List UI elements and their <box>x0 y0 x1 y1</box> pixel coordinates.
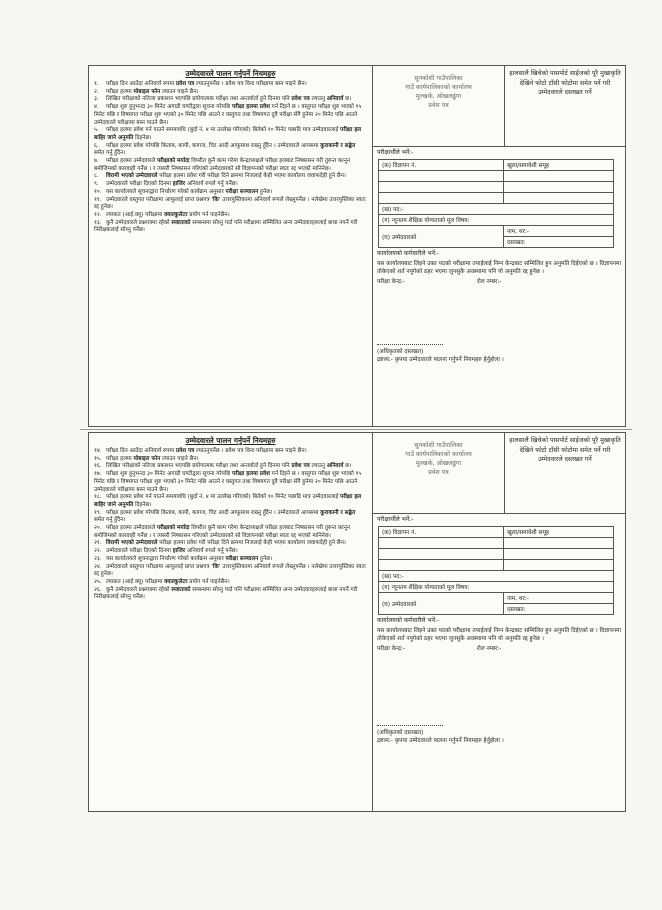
permission-text: यस कार्यालयबाट लिइने उक्त पदको परीक्षामा तपाईलाई निम्न केन्द्रबाट सम्मिलित हुन अनुमति दिईएको छ । विज्ञापनमा तोकेएको शर्त नपुगेको ठहर भएमा जुनसुकै अवस्थामा पनि यो अनुमति रद्द हुनेछ । <box>377 261 621 275</box>
office-type: गाउँ कार्यपालिकाको कार्यालय <box>405 451 472 458</box>
rule-number: २२. <box>94 548 102 555</box>
rule-text: परीक्षा हलमा उम्मेदवारले <box>106 158 157 165</box>
name-field[interactable]: नाम, थर:- <box>504 226 614 237</box>
qualification-field[interactable]: (ग) न्यूनतम शैक्षिक योग्यताको मूल विषय: <box>379 215 614 226</box>
rules-list <box>94 448 367 602</box>
rule-item <box>94 564 367 579</box>
rule-text: ल्याउन पाइने छैन। <box>160 455 199 462</box>
roll-label: रोल नम्बर:- <box>476 646 502 652</box>
rule-text: उत्तरपुस्तिकामा अनिवार्य रूपले लेख्नुपर्नेछ । नलेखेमा उत्तरपुस्तिका स्वतः रद्द हुनेछ। <box>94 563 366 578</box>
rule-item <box>94 463 367 471</box>
signature-field[interactable]: दस्तखत: <box>504 237 614 248</box>
rule-item <box>94 173 367 181</box>
rule-emphasis: मोबाइल फोन <box>133 455 161 462</box>
office-block <box>373 66 505 146</box>
rule-number: १४. <box>94 448 102 454</box>
service-group-cell[interactable]: खुला/समावेशी समूह <box>504 160 614 171</box>
rule-text: ल्याउन पाइने छैन। <box>160 88 199 95</box>
rule-emphasis: विरामी भएको उम्मेदवारले <box>106 173 158 180</box>
blank-cell[interactable] <box>379 182 504 193</box>
rule-item <box>94 548 367 556</box>
blank-cell[interactable] <box>504 182 614 193</box>
rule-emphasis: परीक्षाको मर्यादा <box>156 525 190 532</box>
rule-text: परीक्षा शुरु हुनुभन्दा ३० मिनेट अगाडी घण्टीद्वारा सूचना गरेपछि <box>106 471 232 478</box>
blank-cell[interactable] <box>379 193 504 204</box>
rule-emphasis: हाजिर <box>172 181 186 188</box>
exam-center-label: परीक्षा केन्द्र:- <box>377 279 406 285</box>
rule-emphasis: स्पष्टताको <box>171 219 191 226</box>
rule-emphasis: कुराकानी र सङ्केत <box>320 509 356 516</box>
rule-emphasis: स्पष्टताको <box>171 586 191 593</box>
rule-number: १३. <box>94 219 102 226</box>
rule-item <box>94 587 367 602</box>
card-header <box>373 66 625 147</box>
candidate-label: (घ) उम्मेदवारको <box>379 593 504 615</box>
rule-text: प्रयोग गर्न पाइनेछैन। <box>187 578 230 585</box>
rules-list <box>94 81 367 235</box>
rule-item <box>94 127 367 142</box>
rule-number: २६. <box>94 586 102 593</box>
qualification-field[interactable]: (ग) न्यूनतम शैक्षिक योग्यताको मूल विषय: <box>379 582 614 593</box>
exam-center-label: परीक्षा केन्द्र:- <box>377 646 406 652</box>
rule-emphasis: 'कि' <box>211 196 221 203</box>
blank-cell[interactable] <box>379 171 504 182</box>
rule-text: सम्बन्धमा सोध्नु पर्दा पनि परीक्षामा सम्मिलित अन्य उम्मेदवारहरुलाई बाधा नपर्ने गरी निरीक्षकलाई सोध्नु पर्नेछ। <box>94 219 358 234</box>
rule-number: ५. <box>94 127 99 134</box>
rule-emphasis: प्रवेश पत्र <box>291 96 310 103</box>
rule-text: परीक्षा हलमा प्रवेश गर्न पाउने समयावधि (बुदाँ नं. ४ मा उल्लेख गरिएको) बितेको १० मिनेट पछाडि मात्र उम्मेदवारलाई <box>106 127 341 134</box>
rule-text: ल्याउनुपर्नेछ । प्रवेश पत्र विना परीक्षामा बस्न पाइने छैन। <box>194 81 307 87</box>
rule-item <box>94 220 367 235</box>
rules-panel <box>89 433 373 811</box>
candidate-fields <box>378 159 614 248</box>
ad-no-cell[interactable]: (क) विज्ञापन नं. <box>379 160 504 171</box>
rule-emphasis: परीक्षा हलमा प्रवेश <box>231 104 270 111</box>
rule-number: २१. <box>94 540 102 547</box>
rule-text: परीक्षा हलमा प्रवेश गरी परीक्षा दिने क्रममा निजलाई केही भएमा कार्यालय जवाफदेही हुने छैन। <box>157 540 346 547</box>
roll-label: रोल नम्बर:- <box>476 279 502 285</box>
office-fill-label: कार्यालयको कर्मचारीले भर्ने:- <box>377 250 440 257</box>
rule-item <box>94 189 367 197</box>
blank-cell[interactable] <box>504 560 614 571</box>
rule-text: सम्बन्धमा सोध्नु पर्दा पनि परीक्षामा सम्मिलित अन्य उम्मेदवारहरुलाई बाधा नपर्ने गरी निरीक्षकलाई सोध्नु पर्नेछ। <box>94 586 358 601</box>
rule-text: लिखित परीक्षाको नतिजा प्रकाशन भएपछि प्रयोगात्मक परीक्षा तथा अन्तर्वार्ता हुने दिनमा पनि <box>106 463 292 470</box>
rule-item <box>94 579 367 587</box>
office-name: सुनकोशी गाउँपालिका <box>414 442 463 449</box>
blank-cell[interactable] <box>379 560 504 571</box>
rule-text: विपरीत कुनै काम गरेमा केन्द्राध्यक्षले परीक्षा हलबाट निष्कासन गरी तुरुन्त कानून बमोजिमको कारवाही गर्नेछ । र त्यसरी निष्कासन गरिएको उम्मेदवारको सो विज्ञापनको परीक्षा स्वतः रद्द भएको मानिनेछ। <box>94 525 350 539</box>
rule-text: परीक्षा हलमा प्रवेश गर्न पाउने समयावधि (बुदाँ नं. ४ मा उल्लेख गरिएको) बितेको १० मिनेट पछाडि मात्र उम्मेदवारलाई <box>106 494 341 501</box>
rule-text: समेत गर्नु हुँदैन। <box>94 150 126 157</box>
rule-text: दिइनेछ। <box>133 134 152 141</box>
rule-number: ११. <box>94 196 102 203</box>
rule-item <box>94 96 367 104</box>
rule-number: २४. <box>94 563 102 570</box>
service-group-cell[interactable]: खुला/समावेशी समूह <box>504 527 614 538</box>
rule-number: २०. <box>94 525 102 532</box>
rule-emphasis: प्रवेश पत्र <box>175 448 195 454</box>
rule-emphasis: परीक्षा हल बाहिर जाने अनुमति <box>94 127 362 141</box>
office-name: सुनकोशी गाउँपालिका <box>414 75 463 82</box>
rule-emphasis: परीक्षाको मर्यादा <box>156 158 190 165</box>
rule-item <box>94 212 367 220</box>
rule-number: ३. <box>94 96 99 103</box>
rule-number: १६. <box>94 463 102 470</box>
note: द्रष्टव्य:- कृपया उम्मेदवारले पालना गर्नुपर्ने नियमहरु हेर्नुहोला । <box>377 738 504 744</box>
cut-line <box>80 429 632 430</box>
rule-item <box>94 158 367 173</box>
rule-emphasis: अनिवार्य <box>326 96 344 103</box>
exam-center-row <box>377 645 621 653</box>
rule-text: कुनै उम्मेदवारले प्रश्नपत्रमा रहेको <box>106 219 172 226</box>
rule-text: छ। <box>343 463 352 470</box>
rule-emphasis: परीक्षा हलमा प्रवेश <box>231 471 270 478</box>
rule-item <box>94 494 367 509</box>
rule-text: समेत गर्नु हुँदैन। <box>94 517 126 524</box>
office-block <box>373 433 505 513</box>
rule-text: उम्मेदवारले वस्तुगत परीक्षामा आफूलाई प्राप्त प्रश्नपत्र <box>106 563 212 570</box>
permission-text: यस कार्यालयबाट लिइने उक्त पदको परीक्षामा तपाईलाई निम्न केन्द्रबाट सम्मिलित हुन अनुमति दिईएको छ । विज्ञापनमा तोकेएको शर्त नपुगेको ठहर भएमा जुनसुकै अवस्थामा पनि यो अनुमति रद्द हुनेछ । <box>377 628 621 642</box>
rule-emphasis: अनिवार्य <box>326 463 344 470</box>
office-address: मुल्खर्क, ओखलढुंगा <box>415 460 462 467</box>
rule-text: गर्न दिइने छ । वस्तुगत परीक्षा शुरु भएको १५ मिनेट पछि र विषयगत परीक्षा शुरु भएको ३० मिनेट पछि आउने र वस्तुगत तथा विषयगत दुवै परीक्षा सँगै हुनेमा २० मिनेट पछि आउने उम्मेदवारले परीक्षामा बस्न पाउने छैन। <box>94 104 362 126</box>
rule-number: १९. <box>94 509 102 516</box>
rule-text: यस कार्यालयले सूचनाद्वारा निर्धारण गरेको कार्यक्रम अनुसार <box>106 188 226 195</box>
rule-item <box>94 471 367 494</box>
rule-text: परीक्षा हलमा प्रवेश गरेपछि किताब, कापी, कागज, चिट आदी आफूसाथ राख्नु हुँदैन । उम्मेदवारले आपसमा <box>106 142 321 149</box>
rule-emphasis: विरामी भएको उम्मेदवारले <box>106 540 158 547</box>
rule-item <box>94 181 367 189</box>
rule-text: अनिवार्य रुपले गर्नु पर्नेछ। <box>185 548 238 555</box>
rule-emphasis: क्याल्कुलेटर <box>164 211 188 218</box>
name-field[interactable]: नाम, थर:- <box>504 593 614 604</box>
office-address: मुल्खर्क, ओखलढुंगा <box>415 93 462 100</box>
rule-emphasis: क्याल्कुलेटर <box>164 578 188 585</box>
rule-text: गर्न दिइने छ । वस्तुगत परीक्षा शुरु भएको १५ मिनेट पछि र विषयगत परीक्षा शुरु भएको ३० मिनेट पछि आउने र वस्तुगत तथा विषयगत दुवै परीक्षा सँगै हुनेमा २० मिनेट पछि आउने उम्मेदवारले परीक्षामा बस्न पाउने छैन। <box>94 471 362 493</box>
blank-cell[interactable] <box>504 193 614 204</box>
rule-item <box>94 197 367 212</box>
rules-title: उम्मेदवारले पालन गर्नुपर्ने नियमहरु <box>185 436 276 445</box>
rule-text: अनिवार्य रुपले गर्नु पर्नेछ। <box>185 181 238 188</box>
photo-box: हालसालै खिचेको पासपोर्ट साईजको पूरै मुखाकृति देखिने फोटो टाँसी फोटोमा समेत पर्ने गरी उम्मेदवारले दस्तखत गर्ने <box>509 437 621 463</box>
rule-number: ६. <box>94 142 99 149</box>
rule-number: १. <box>94 81 99 87</box>
rule-text: परीक्षा हलमा उम्मेदवारले <box>106 525 157 532</box>
rule-text: लिखित परीक्षाको नतिजा प्रकाशन भएपछि प्रयोगात्मक परीक्षा तथा अन्तर्वार्ता हुने दिनमा पनि <box>106 96 292 103</box>
rule-text: उम्मेदवारले परीक्षा दिएको दिनमा <box>106 548 173 555</box>
rule-text: परीक्षा हलमा प्रवेश गरी परीक्षा दिने क्रममा निजलाई केही भएमा कार्यालय जवाफदेही हुने छैन। <box>157 173 346 180</box>
rule-text: परीक्षा शुरु हुनुभन्दा ३० मिनेट अगाडी घण्टीद्वारा सूचना गरेपछि <box>106 104 232 111</box>
rule-text: प्रयोग गर्न पाइनेछैन। <box>187 211 230 218</box>
rule-item <box>94 556 367 564</box>
post-field[interactable]: (ख) पद:- <box>379 571 614 582</box>
rule-number: १२. <box>94 211 102 218</box>
blank-cell[interactable] <box>504 538 614 549</box>
rule-number: ८. <box>94 173 99 180</box>
filled-by-candidate: परीक्षार्थीले भर्ने:- <box>377 516 414 523</box>
rule-number: १८. <box>94 494 102 501</box>
rule-number: ९. <box>94 181 99 188</box>
rule-text: हुनेछ। <box>258 188 273 195</box>
rule-text: हुनेछ। <box>258 555 273 562</box>
blank-cell[interactable] <box>504 549 614 560</box>
signature-line <box>377 336 443 345</box>
rule-emphasis: हाजिर <box>172 548 186 555</box>
rule-emphasis: कुराकानी र सङ्केत <box>320 142 356 149</box>
rule-number: २५. <box>94 578 102 585</box>
rule-text: ल्याकत (आई.क्यू) परीक्षामा <box>106 211 165 218</box>
office-fill-label: कार्यालयको कर्मचारीले भर्ने:- <box>377 617 440 624</box>
admit-card-form-bottom <box>88 432 626 812</box>
rule-text: यस कार्यालयले सूचनाद्वारा निर्धारण गरेको कार्यक्रम अनुसार <box>106 555 226 562</box>
blank-cell[interactable] <box>504 171 614 182</box>
filled-by-candidate: परीक्षार्थीले भर्ने:- <box>377 149 414 156</box>
rule-emphasis: परीक्षा हल बाहिर जाने अनुमति <box>94 494 362 508</box>
card-title: प्रवेश पत्र <box>428 469 449 476</box>
authorized-signature: (अधिकृतको दस्तखत) <box>377 349 424 355</box>
rule-item <box>94 448 367 456</box>
rule-number: २. <box>94 88 99 95</box>
signature-line <box>377 717 443 726</box>
rule-text: उत्तरपुस्तिकामा अनिवार्य रूपले लेख्नुपर्नेछ । नलेखेमा उत्तरपुस्तिका स्वतः रद्द हुनेछ। <box>94 196 366 211</box>
rule-number: ७. <box>94 158 99 165</box>
rule-text: परीक्षा हलमा प्रवेश गरेपछि किताब, कापी, कागज, चिट आदी आफूसाथ राख्नु हुँदैन । उम्मेदवारले आपसमा <box>106 509 321 516</box>
rule-emphasis: प्रवेश पत्र <box>175 81 195 87</box>
note: द्रष्टव्य:- कृपया उम्मेदवारले पालना गर्नुपर्ने नियमहरु हेर्नुहोला । <box>377 357 504 363</box>
admit-card-panel <box>373 66 625 426</box>
blank-cell[interactable] <box>379 538 504 549</box>
rule-number: १७. <box>94 471 102 478</box>
signature-field[interactable]: दस्तखत: <box>504 604 614 615</box>
blank-cell[interactable] <box>379 549 504 560</box>
admit-card-panel <box>373 433 625 811</box>
rule-item <box>94 525 367 540</box>
rule-item <box>94 143 367 158</box>
authorized-signature: (अधिकृतको दस्तखत) <box>377 730 424 736</box>
rules-title: उम्मेदवारले पालन गर्नुपर्ने नियमहरु <box>185 69 276 78</box>
rule-item <box>94 540 367 548</box>
rule-number: ४. <box>94 104 99 111</box>
rule-text: परीक्षा दिन आउँदा अनिवार्य रुपमा <box>106 448 176 454</box>
ad-no-cell[interactable]: (क) विज्ञापन नं. <box>379 527 504 538</box>
candidate-label: (घ) उम्मेदवारको <box>379 226 504 248</box>
rule-item <box>94 104 367 127</box>
card-title: प्रवेश पत्र <box>428 102 449 109</box>
rule-emphasis: 'कि' <box>211 563 221 570</box>
rule-emphasis: परीक्षा सञ्चालन <box>225 188 259 195</box>
rule-text: ल्याकत (आई.क्यू) परीक्षामा <box>106 578 165 585</box>
rule-text: परीक्षा हलमा <box>106 88 134 95</box>
rule-text: उम्मेदवारले वस्तुगत परीक्षामा आफूलाई प्राप्त प्रश्नपत्र <box>106 196 212 203</box>
rule-emphasis: प्रवेश पत्र <box>291 463 310 470</box>
rule-item <box>94 510 367 525</box>
rule-item <box>94 81 367 89</box>
photo-box: हालसालै खिचेको पासपोर्ट साईजको पूरै मुखाकृति देखिने फोटो टाँसी फोटोमा समेत पर्ने गरी उम्मेदवारले दस्तखत गर्ने <box>509 70 621 96</box>
rule-number: २३. <box>94 555 102 562</box>
rule-emphasis: मोबाइल फोन <box>133 88 161 95</box>
rule-text: दिइनेछ। <box>133 501 152 508</box>
rule-text: ल्याउनुपर्नेछ । प्रवेश पत्र विना परीक्षामा बस्न पाइने छैन। <box>194 448 307 454</box>
rule-text: परीक्षा दिन आउँदा अनिवार्य रुपमा <box>106 81 176 87</box>
rule-text: ल्याउनु <box>309 463 327 470</box>
rule-text: ल्याउनु <box>309 96 327 103</box>
rule-emphasis: परीक्षा सञ्चालन <box>225 555 259 562</box>
card-header <box>373 433 625 514</box>
exam-center-row <box>377 278 621 286</box>
rule-number: १०. <box>94 188 102 195</box>
rule-text: परीक्षा हलमा <box>106 455 134 462</box>
post-field[interactable]: (ख) पद:- <box>379 204 614 215</box>
candidate-fields <box>378 526 614 615</box>
rules-panel <box>89 66 373 426</box>
rule-text: उम्मेदवारले परीक्षा दिएको दिनमा <box>106 181 173 188</box>
office-type: गाउँ कार्यपालिकाको कार्यालय <box>405 84 472 91</box>
admit-card-form-top <box>88 65 626 427</box>
rule-number: १५. <box>94 455 102 462</box>
rule-text: कुनै उम्मेदवारले प्रश्नपत्रमा रहेको <box>106 586 172 593</box>
rule-text: छ। <box>343 96 352 103</box>
rule-text: विपरीत कुनै काम गरेमा केन्द्राध्यक्षले परीक्षा हलबाट निष्कासन गरी तुरुन्त कानून बमोजिमको कारवाही गर्नेछ । र त्यसरी निष्कासन गरिएको उम्मेदवारको सो विज्ञापनको परीक्षा स्वतः रद्द भएको मानिनेछ। <box>94 158 350 172</box>
